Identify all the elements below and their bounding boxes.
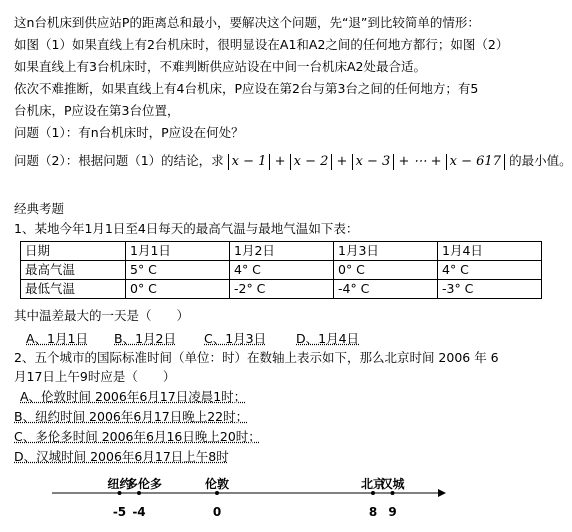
problem-1-stem: 1、某地今年1月1日至4日每天的最高气温与最地气温如下表： (14, 221, 359, 236)
number-line-city-label: 多伦多 (125, 477, 163, 491)
number-line-point (118, 491, 122, 495)
abs-term-3: x − 3 (352, 154, 395, 170)
intro-line-3: 如果直线上有3台机床时，不难判断供应站设在中间一台机床A2处最合适。 (14, 59, 426, 74)
table-cell: 4° C (438, 261, 542, 280)
table-cell: 0° C (334, 261, 438, 280)
abs-term-2: x − 2 (290, 154, 333, 170)
question-2-suffix: 的最小值。 (509, 153, 572, 168)
number-line-value-label: 9 (388, 505, 397, 519)
number-line-city-label: 汉城 (380, 477, 405, 491)
table-header-cell: 1月1日 (126, 242, 230, 261)
table-cell: -3° C (438, 280, 542, 299)
number-line-city-label: 北京 (360, 477, 386, 491)
section-title: 经典考题 (14, 201, 65, 216)
table-header-cell: 1月4日 (438, 242, 542, 261)
table-cell: 4° C (230, 261, 334, 280)
p2-option-b: B、纽约时间 2006年6月17日晚上22时； (14, 409, 249, 424)
p1-option-a: A、1月1日 (26, 331, 88, 346)
intro-line-5: 台机床，P应设在第3台位置， (14, 103, 180, 118)
number-line-arrow-icon (438, 489, 446, 497)
number-line-point (137, 491, 141, 495)
number-line-value-label: -4 (132, 505, 146, 519)
p2-option-a: A、伦敦时间 2006年6月17日凌晨1时； (20, 389, 247, 404)
p1-option-b: B、1月2日 (114, 331, 176, 346)
table-cell: 5° C (126, 261, 230, 280)
intro-line-1: 这n台机床到供应站P的距离总和最小，要解决这个问题，先“退”到比较简单的情形： (14, 15, 480, 30)
number-line-city-label: 伦敦 (204, 477, 230, 491)
number-line-point (371, 491, 375, 495)
problem-2-stem-1: 2、五个城市的国际标准时间（单位：时）在数轴上表示如下，那么北京时间 2006 年 6 (14, 350, 499, 365)
table-cell: 最高气温 (21, 261, 126, 280)
number-line-city-label: 纽约 (107, 477, 132, 491)
p2-option-c: C、多伦多时间 2006年6月16日晚上20时； (14, 429, 261, 444)
table-header-cell: 日期 (21, 242, 126, 261)
number-line-value-label: 8 (368, 505, 378, 519)
p2-option-d: D、汉城时间 2006年6月17日上午8时 (14, 449, 229, 464)
table-cell: -4° C (334, 280, 438, 299)
question-1: 问题（1）：有n台机床时，P应设在何处？ (14, 125, 244, 140)
intro-line-2: 如图（1）如果直线上有2台机床时，很明显设在A1和A2之间的任何地方都行；如图（2） (14, 37, 509, 52)
table-cell: 0° C (126, 280, 230, 299)
problem-2-stem-2: 月17日上午9时应是（ ） (14, 369, 176, 384)
abs-term-617: x − 617 (446, 154, 505, 170)
table-header-cell: 1月2日 (230, 242, 334, 261)
number-line-value-label: 0 (212, 505, 222, 519)
plus-sign-1: + (274, 154, 286, 169)
intro-line-4: 依次不难推断，如果直线上有4台机床，P应设在第2台与第3台之间的任何地方；有5 (14, 81, 479, 96)
number-line-value-label: -5 (112, 505, 127, 519)
question-2-prefix: 问题（2）：根据问题（1）的结论，求 (14, 153, 224, 168)
plus-sign-2: + (336, 154, 348, 169)
p1-option-c: C、1月3日 (204, 331, 267, 346)
abs-term-1: x − 1 (228, 154, 271, 170)
ellipsis-sum: + ⋯ + (398, 154, 442, 169)
number-line-points (107, 476, 405, 519)
p1-option-d: D、1月4日 (296, 331, 360, 346)
table-header-cell: 1月3日 (334, 242, 438, 261)
table-cell: 最低气温 (21, 280, 126, 299)
number-line-point (391, 491, 395, 495)
problem-1-question: 其中温差最大的一天是（ ） (14, 308, 190, 323)
table-cell: -2° C (230, 280, 334, 299)
number-line-point (215, 491, 219, 495)
